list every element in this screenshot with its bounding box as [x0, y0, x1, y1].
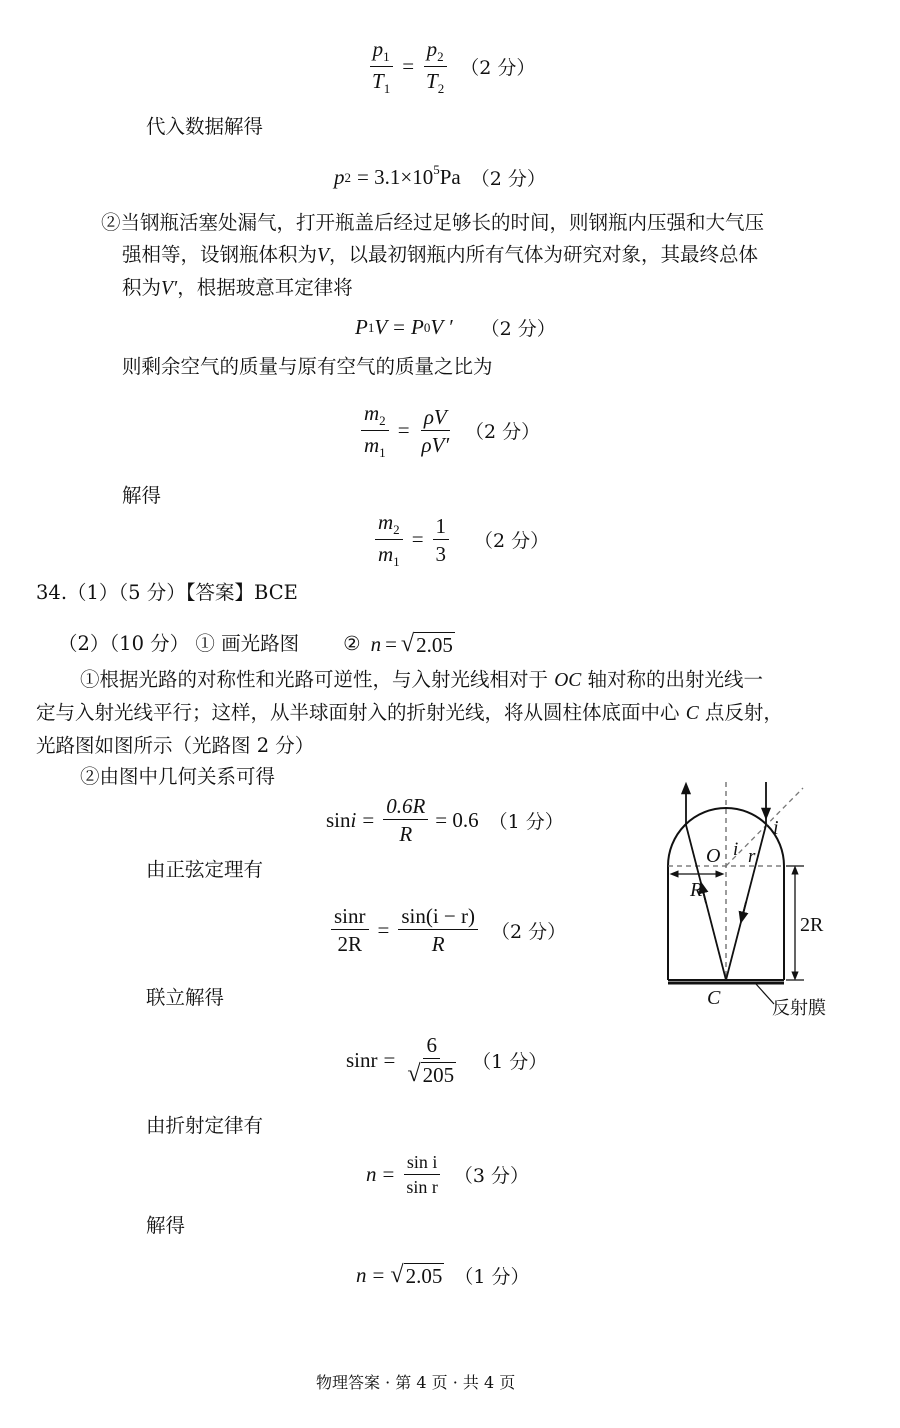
paragraph-optics-line2: 定与入射光线平行；这样，从半球面射入的折射光线，将从圆柱体底面中心 C 点反射，	[36, 701, 783, 724]
text-refraction-law: 由折射定律有	[146, 1114, 264, 1137]
paragraph-leak-line1: ②当钢瓶活塞处漏气，打开瓶盖后经过足够长的时间，则钢瓶内压强和大气压	[101, 211, 765, 234]
label-R: R	[690, 879, 703, 901]
equation-mass-ratio: $\frac{m_2}{m_1}$ = $\frac{\rho V}{\rho V'}$ （2 分）	[358, 402, 540, 460]
equation-n-result: n = √ 2.05 （1 分）	[356, 1261, 530, 1289]
equation-p2-result: p 2 = 3.1×10 $^5$ Pa （2 分）	[334, 161, 546, 190]
paragraph-leak-line2: 强相等，设钢瓶体积为V，以最初钢瓶内所有气体为研究对象，其最终总体	[122, 243, 758, 266]
equation-sin-r: sinr = 6 √ 205 （1 分）	[346, 1033, 548, 1088]
label-i-angle: i	[733, 839, 739, 860]
text-mass-ratio: 则剩余空气的质量与原有空气的质量之比为	[122, 355, 493, 378]
label-r-angle: r	[748, 846, 756, 867]
paragraph-leak-line3: 积为V′，根据玻意耳定律将	[122, 276, 353, 299]
text-geometry: ②由图中几何关系可得	[80, 765, 276, 788]
label-2R: 2R	[800, 914, 824, 936]
page-footer: 物理答案 · 第 4 页 · 共 4 页	[316, 1373, 516, 1392]
equation-gay-lussac: $\frac{p_1}{T_1}$ = $\frac{p_2}{T_2}$ （2 分）	[366, 38, 535, 96]
paragraph-optics-line1: ①根据光路的对称性和光路可逆性，与入射光线相对于 OC 轴对称的出射光线一	[80, 668, 763, 691]
equation-sin-i: sin i = $\frac{0.6R}{R}$ = 0.6 （1 分）	[326, 794, 564, 847]
equation-sine-law: $\frac{\sin r}{2R}$ = $\frac{\sin(i - r)}{R}$ （2 分）	[328, 905, 566, 955]
label-C: C	[707, 987, 721, 1009]
equation-boyle: P 1 V = P 0 V ′ （2 分）	[355, 315, 556, 340]
optics-figure	[640, 770, 860, 1030]
text-combine: 联立解得	[146, 986, 225, 1009]
equation-refraction: n = $\frac{\text{sin i}}{\text{sin r}}$ （3 分）	[366, 1152, 529, 1197]
text-solve-1: 解得	[122, 484, 162, 507]
text-substitute: 代入数据解得	[146, 115, 264, 138]
question-34-part2: （2）（10 分） ① 画光路图 ② n = √ 2.05	[58, 630, 453, 657]
text-sine-law: 由正弦定理有	[146, 858, 264, 881]
reflected-arrow	[702, 887, 706, 903]
refracted-arrow	[742, 902, 746, 918]
label-O: O	[706, 845, 721, 867]
question-34-part1: 34.（1）（5 分）【答案】BCE	[36, 581, 298, 604]
paragraph-optics-line3: 光路图如图所示（光路图 2 分）	[36, 734, 315, 757]
equation-mass-result: $\frac{m_2}{m_1}$ = $\frac{1}{3}$ （2 分）	[372, 511, 549, 569]
text-solve-2: 解得	[146, 1214, 186, 1237]
label-reflective-film: 反射膜	[772, 998, 826, 1019]
label-i-incident: i	[773, 817, 779, 839]
